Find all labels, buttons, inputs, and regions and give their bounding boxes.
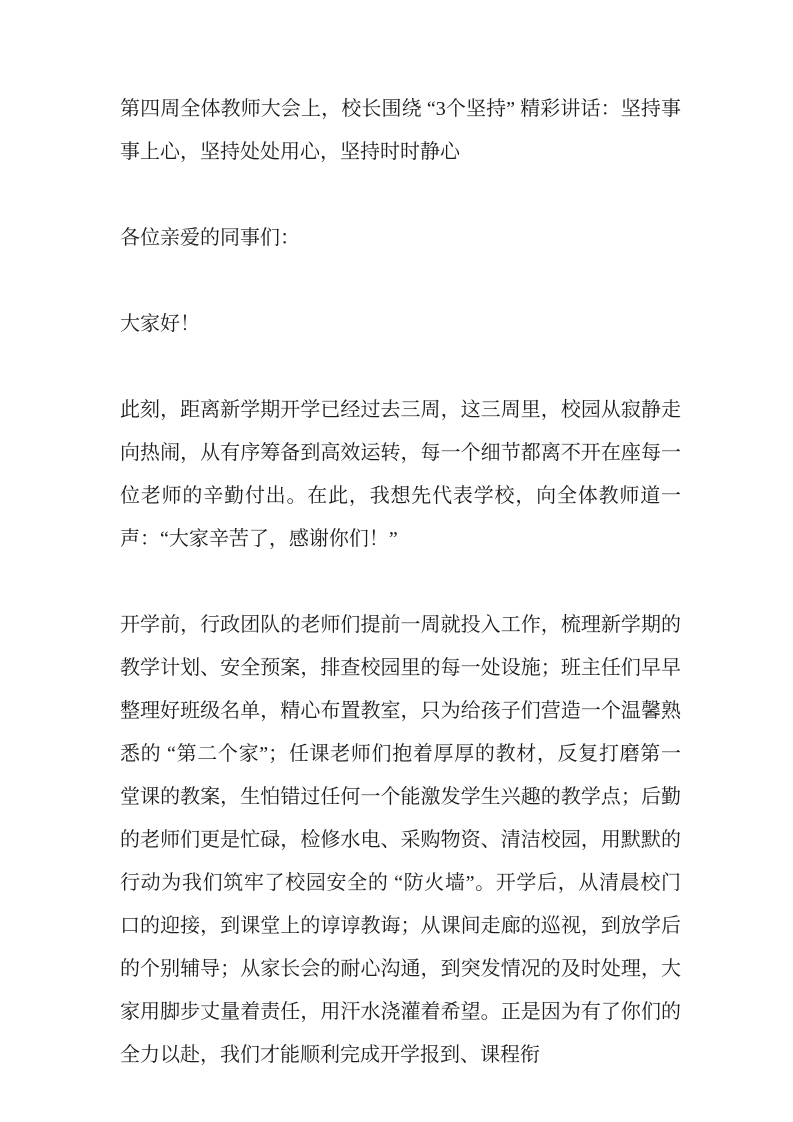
paragraph-hello: 大家好！	[120, 313, 200, 335]
document-title: 第四周全体教师大会上，校长围绕 “3个坚持” 精彩讲话：坚持事事上心，坚持处处用心，坚持时时静心	[120, 98, 681, 163]
paragraph-thanks: 此刻，距离新学期开学已经过去三周，这三周里，校园从寂静走向热闹，从有序筹备到高效运转，每一个细节都离不开在座每一位老师的辛勤付出。在此，我想先代表学校，向全体教师道一声：“大家辛苦了，感谢你们！”	[120, 399, 681, 550]
paragraph-greeting: 各位亲爱的同事们：	[120, 227, 300, 249]
paragraph-work-recap: 开学前，行政团队的老师们提前一周就投入工作，梳理新学期的教学计划、安全预案，排查校园里的每一处设施；班主任们早早整理好班级名单，精心布置教室，只为给孩子们营造一个温馨熟悉的 “第二个家”；任课老师们抱着厚厚的教材，反复打磨第一堂课的教案，生怕错过任何一个能激发学生兴趣的教学点；后勤的老师们更是忙碌，检修水电、采购物资、清洁校园，用默默的行动为我们筑牢了校园安全的 “防火墙”。开学后，从清晨校门口的迎接，到课堂上的谆谆教诲；从课间走廊的巡视，到放学后的个别辅导；从家长会的耐心沟通，到突发情况的及时处理，大家用脚步丈量着责任，用汗水浇灌着希望。正是因为有了你们的全力以赴，我们才能顺利完成开学报到、课程衔	[120, 614, 681, 1066]
